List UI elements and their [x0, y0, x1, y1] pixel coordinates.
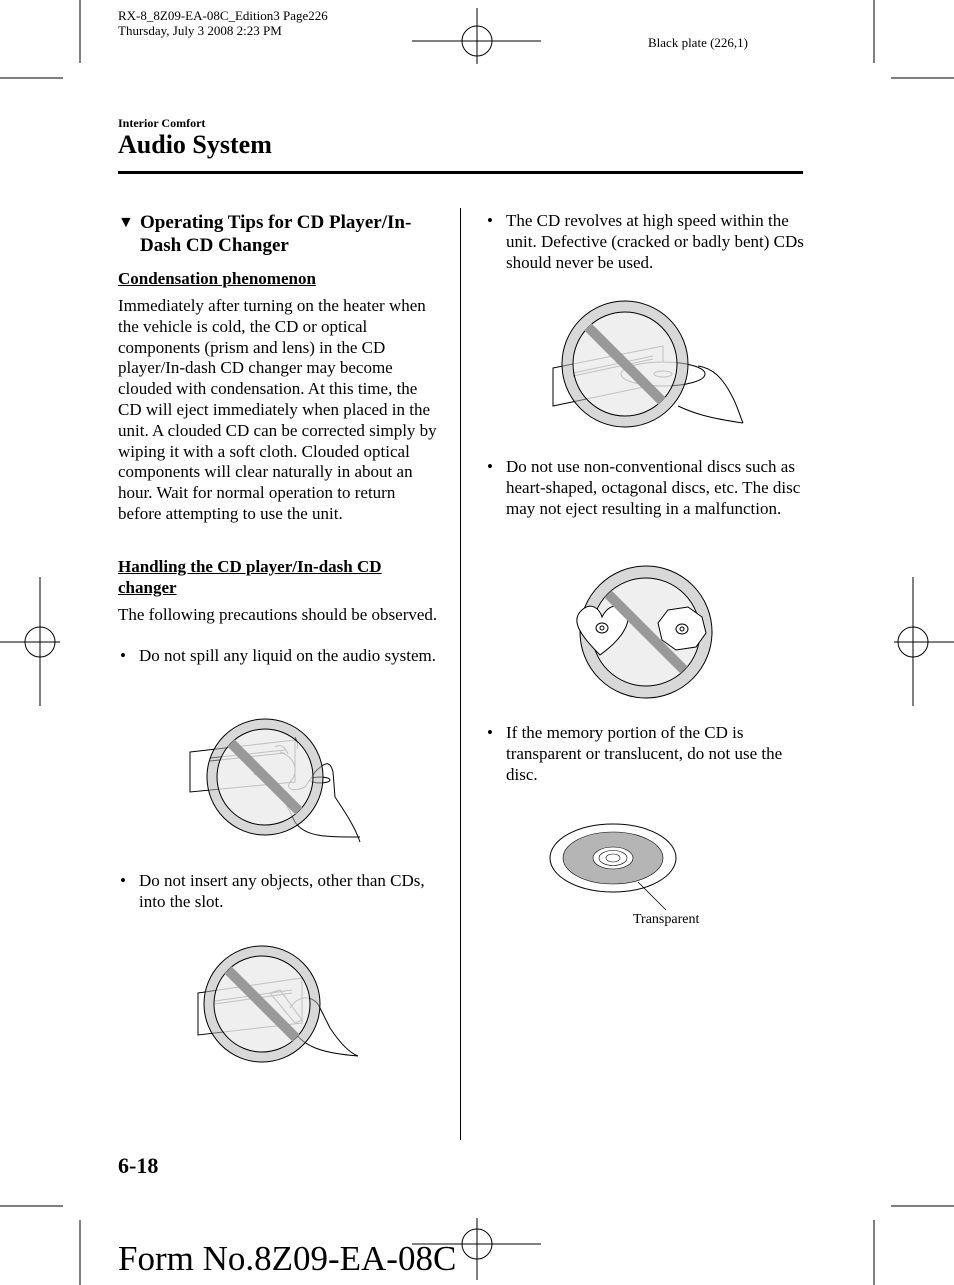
bullet-dot: •: [120, 871, 126, 890]
no-liquid-illustration: [185, 712, 365, 852]
bullet-non-conventional: [485, 457, 816, 519]
no-odd-shape-disc-illustration: [570, 565, 720, 700]
bullet-text: If the memory portion of the CD is transparent or translucent, do not use the disc.: [506, 723, 783, 784]
transparent-label: Transparent: [633, 912, 700, 927]
section-label: Interior Comfort: [118, 116, 206, 130]
bullet-insert-objects: [118, 871, 439, 913]
bullet-text: Do not use non-conventional discs such as heart-shaped, octagonal discs, etc. The disc may not eject resulting in a malfunction.: [506, 457, 801, 518]
transparent-disc-illustration: [548, 822, 683, 897]
condensation-paragraph: Immediately after turning on the heater when the vehicle is cold, the CD or optical components (prism and lens) in the CD player/In-dash CD changer may become clouded with condensation. At this time, the CD will eject immediately when placed in the unit. A clouded CD can be corrected simply by wiping it with a soft cloth. Clouded optical components will clear naturally in about an hour. Wait for normal operation to return before attempting to use the unit.: [118, 296, 437, 523]
no-defective-cd-illustration: [548, 298, 748, 433]
bullet-text: Do not insert any objects, other than CDs, into the slot.: [139, 871, 425, 911]
print-job-line2: Thursday, July 3 2008 2:23 PM: [118, 23, 282, 38]
bullet-dot: •: [487, 457, 493, 476]
bullet-dot: •: [487, 723, 493, 742]
bullet-text: The CD revolves at high speed within the unit. Defective (cracked or badly bent) CDs should never be used.: [506, 211, 804, 272]
bullet-transparent-disc: [485, 723, 816, 785]
column-divider: [460, 208, 461, 1140]
bullet-text: Do not spill any liquid on the audio system.: [139, 646, 437, 665]
bullet-dot: •: [120, 646, 126, 665]
section-heading: [118, 211, 440, 257]
no-objects-illustration: [190, 938, 365, 1073]
title-rule: [118, 171, 803, 174]
section-heading-text: Operating Tips for CD Player/In-Dash CD Changer: [140, 212, 412, 256]
precautions-intro: The following precautions should be observed.: [118, 605, 438, 624]
bullet-spill-liquid: [118, 646, 439, 667]
plate-label: Black plate (226,1): [648, 35, 748, 50]
triangle-marker-icon: ▼: [118, 214, 134, 231]
page-title: Audio System: [118, 130, 272, 159]
print-job-info: [118, 8, 328, 38]
condensation-subheading: Condensation phenomenon: [118, 269, 316, 288]
bullet-defective-cds: [485, 211, 816, 273]
bullet-dot: •: [487, 211, 493, 230]
handling-subheading: Handling the CD player/In-dash CD changer: [118, 557, 382, 597]
form-number: Form No.8Z09-EA-08C: [118, 1239, 457, 1278]
print-job-line1: RX-8_8Z09-EA-08C_Edition3 Page226: [118, 8, 328, 23]
page-number: 6-18: [118, 1153, 159, 1178]
